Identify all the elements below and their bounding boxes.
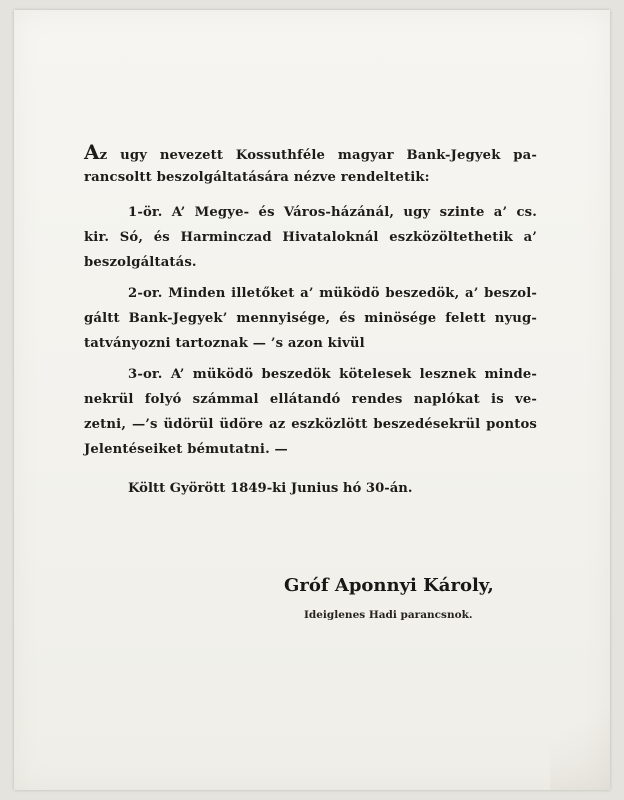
paragraph-2 — [84, 281, 537, 356]
dropcap: A — [84, 140, 100, 164]
paragraph-line: zetni, —’s üdörül üdöre az eszközlött beszedésekrül pontos — [84, 417, 537, 432]
intro-paragraph — [84, 140, 537, 190]
signature-name: Gróf Aponnyi Károly, — [284, 575, 494, 596]
paragraph-line: 3-or. A’ müködö beszedök kötelesek lesznek minde- — [128, 367, 537, 382]
paragraph-line: kir. Só, és Harminczad Hivataloknál eszközöltethetik a’ — [84, 230, 537, 245]
paragraph-line: 2-or. Minden illetőket a’ müködö beszedök, a’ beszol- — [128, 286, 537, 301]
intro-line-1-text: z ugy nevezett Kossuthféle magyar Bank-Jegyek pa- — [99, 148, 537, 163]
paragraph-1 — [84, 200, 537, 275]
paper-fold — [550, 680, 610, 790]
paragraph-line: 1-ör. A’ Megye- és Város-házánál, ugy szinte a’ cs. — [128, 205, 537, 220]
paragraph-line: Jelentéseiket bémutatni. — — [84, 442, 288, 457]
intro-line-2: rancsoltt beszolgáltatására nézve rendeltetik: — [84, 170, 430, 185]
intro-line-1 — [84, 140, 537, 165]
paragraph-line: tatványozni tartoznak — ’s azon kivül — [84, 336, 365, 351]
signature-title: Ideiglenes Hadi parancsnok. — [304, 609, 473, 621]
paragraph-3 — [84, 362, 537, 462]
paragraph-line: nekrül folyó számmal ellátandó rendes naplókat is ve- — [84, 392, 537, 407]
paragraph-line: gáltt Bank-Jegyek’ mennyisége, és minösége felett nyug- — [84, 311, 537, 326]
place-and-date: Költt Györött 1849-ki Junius hó 30-án. — [128, 481, 413, 496]
paragraph-line: beszolgáltatás. — [84, 255, 197, 270]
